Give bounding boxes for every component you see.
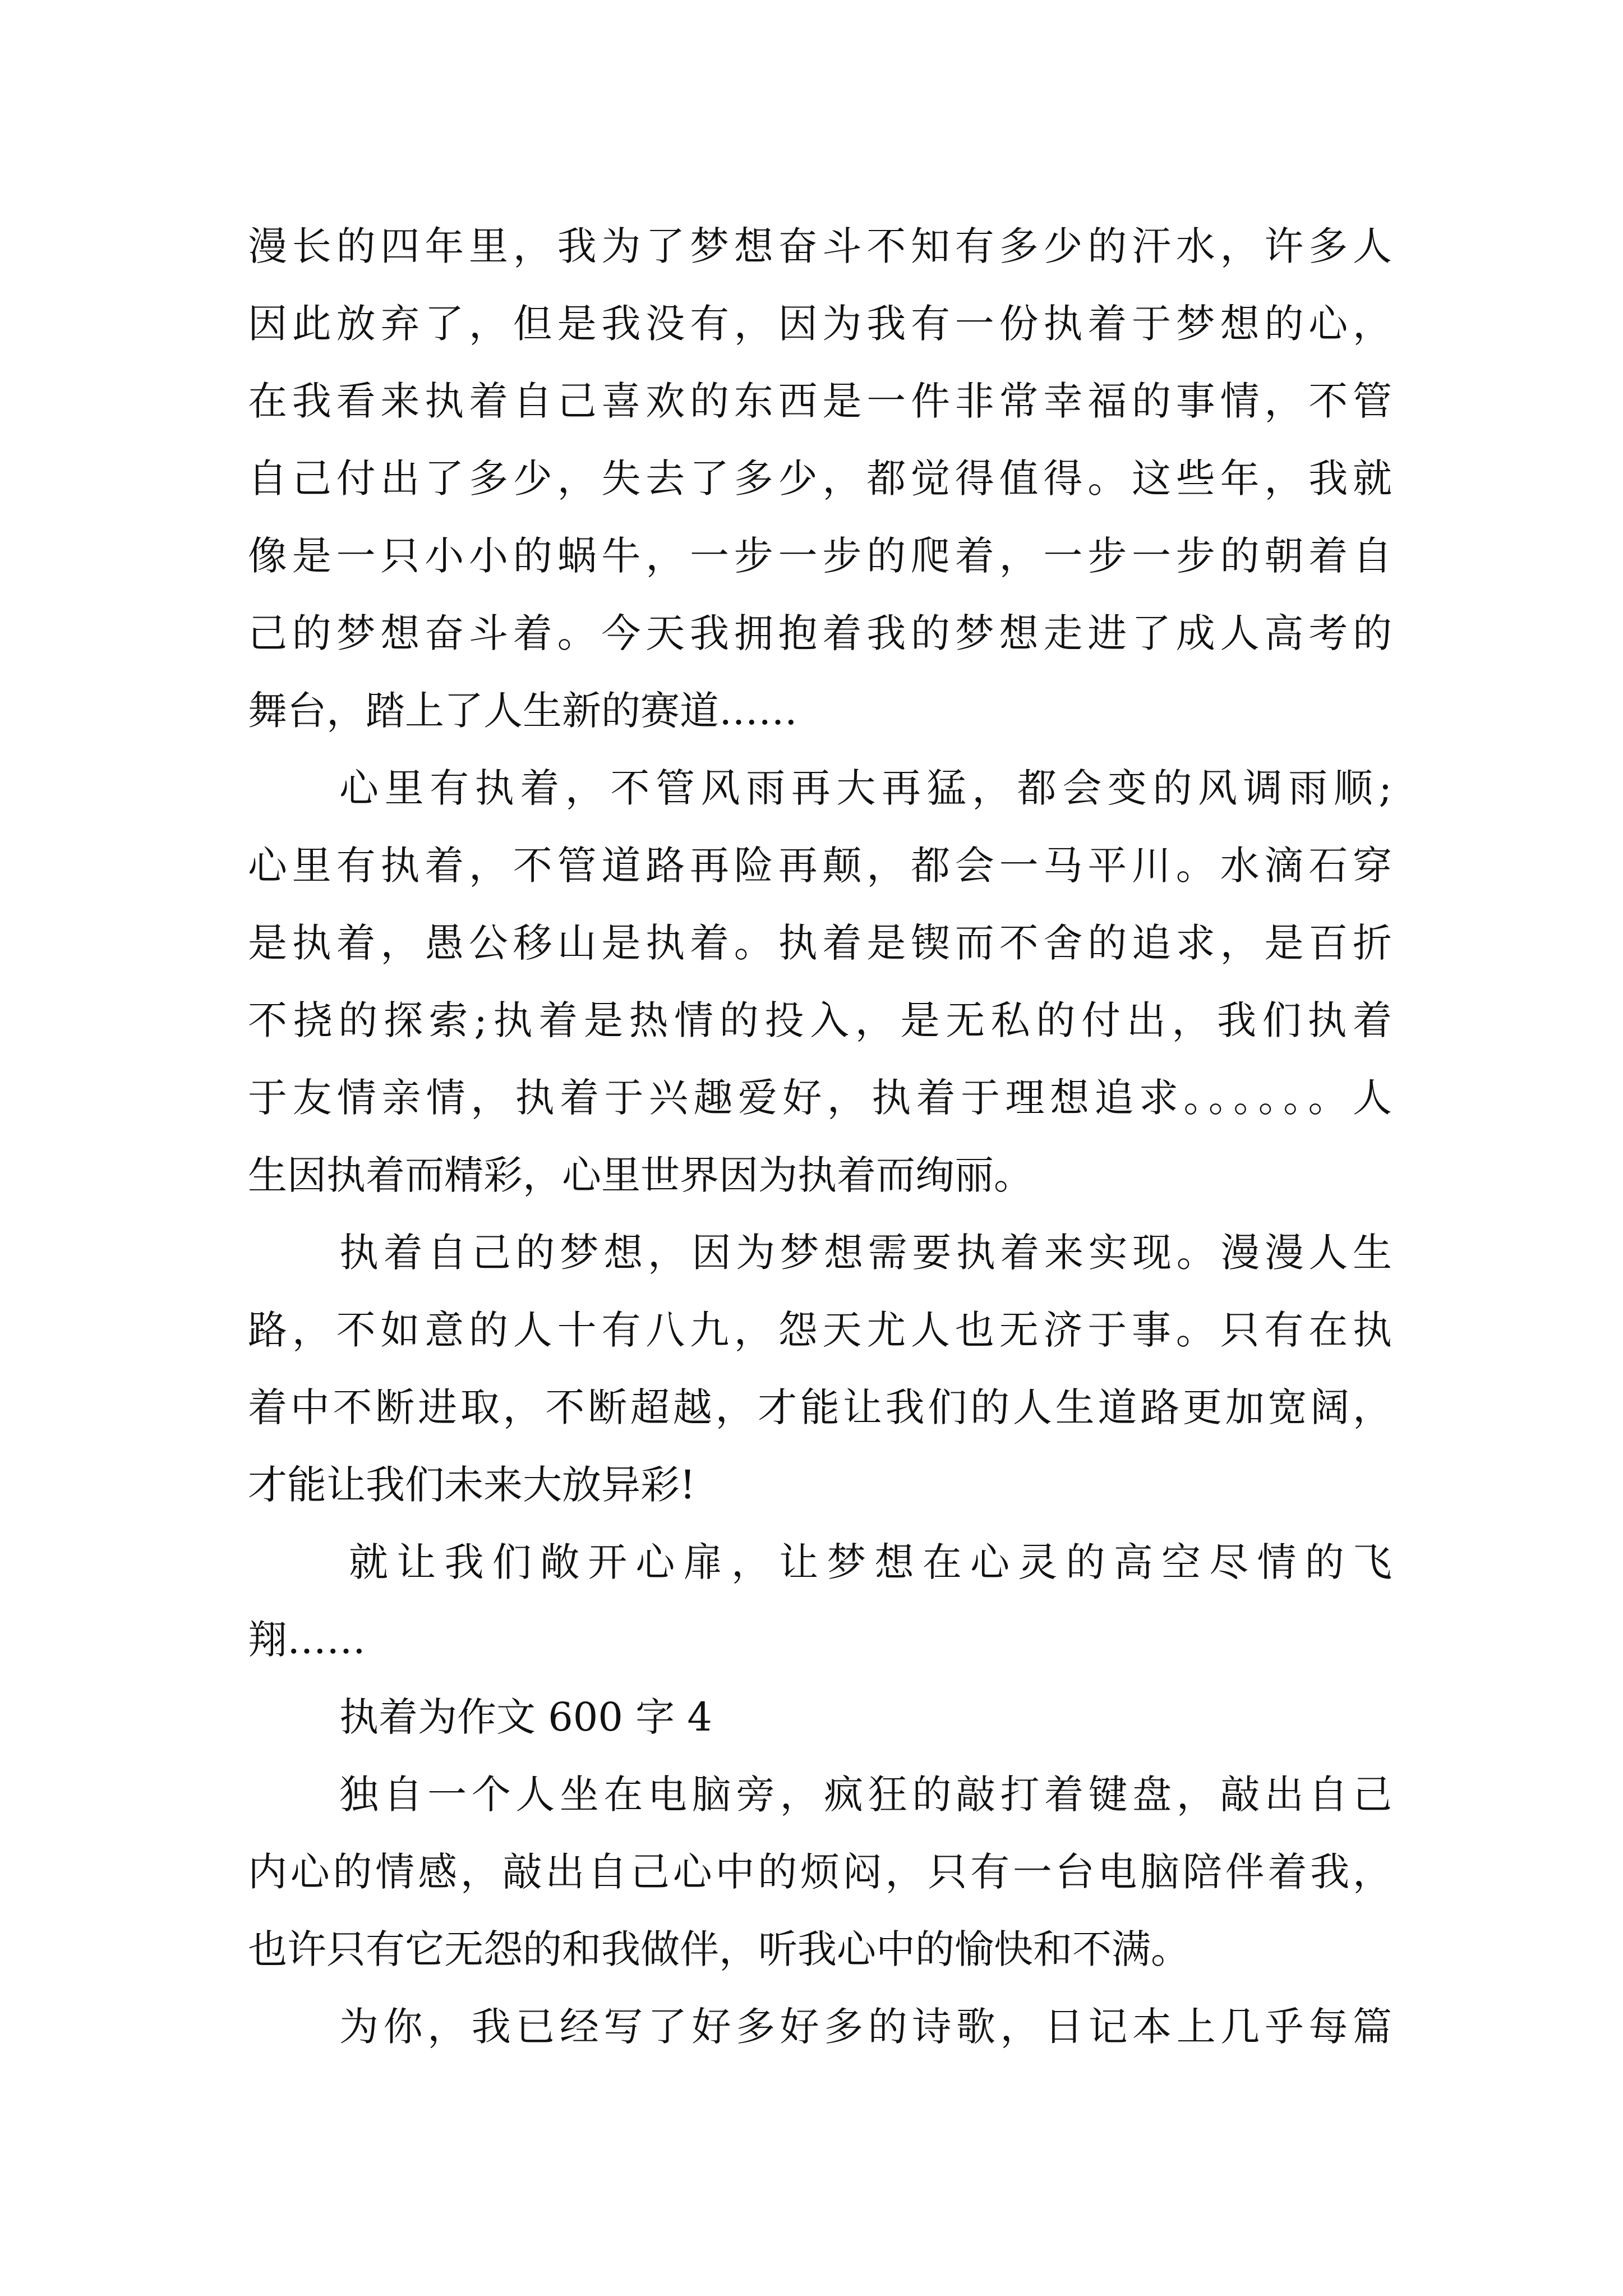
text-line: 不挠的探索;执着是热情的投入，是无私的付出，我们执着 xyxy=(248,997,1392,1043)
text-line: 路，不如意的人十有八九，怨天尤人也无济于事。只有在执 xyxy=(248,1307,1392,1353)
paragraph-first-line: 为你，我已经写了好多好多的诗歌，日记本上几乎每篇 xyxy=(339,2004,1392,2050)
section-heading: 执着为作文 600 字 4 xyxy=(339,1694,712,1740)
text-line: 舞台，踏上了人生新的赛道…… xyxy=(248,688,797,734)
text-line: 才能让我们未来大放异彩! xyxy=(248,1462,696,1508)
paragraph-first-line: 独自一个人坐在电脑旁，疯狂的敲打着键盘，敲出自己 xyxy=(339,1772,1392,1818)
paragraph-first-line: 心里有执着，不管风雨再大再猛，都会变的风调雨顺; xyxy=(339,765,1392,811)
text-line: 在我看来执着自己喜欢的东西是一件非常幸福的事情，不管 xyxy=(248,378,1392,424)
text-line: 是执着，愚公移山是执着。执着是锲而不舍的追求，是百折 xyxy=(248,920,1392,966)
text-line: 着中不断进取，不断超越，才能让我们的人生道路更加宽阔， xyxy=(248,1384,1392,1430)
text-line: 也许只有它无怨的和我做伴，听我心中的愉快和不满。 xyxy=(248,1926,1190,1972)
text-line: 像是一只小小的蜗牛，一步一步的爬着，一步一步的朝着自 xyxy=(248,533,1392,579)
text-line: 翔…… xyxy=(248,1617,366,1663)
text-line: 心里有执着，不管道路再险再颠，都会一马平川。水滴石穿 xyxy=(248,843,1392,889)
body-text xyxy=(248,208,1392,2065)
text-line: 于友情亲情，执着于兴趣爱好，执着于理想追求。。。。。。人 xyxy=(248,1075,1392,1121)
paragraph-first-line: 就让我们敞开心扉，让梦想在心灵的高空尽情的飞 xyxy=(349,1539,1392,1585)
text-line: 漫长的四年里，我为了梦想奋斗不知有多少的汗水，许多人 xyxy=(248,223,1392,269)
paragraph-first-line: 执着自己的梦想，因为梦想需要执着来实现。漫漫人生 xyxy=(339,1230,1392,1276)
text-line: 因此放弃了，但是我没有，因为我有一份执着于梦想的心， xyxy=(248,301,1392,347)
text-line: 自己付出了多少，失去了多少，都觉得值得。这些年，我就 xyxy=(248,455,1392,501)
text-line: 内心的情感，敲出自己心中的烦闷，只有一台电脑陪伴着我， xyxy=(248,1849,1392,1895)
text-line: 己的梦想奋斗着。今天我拥抱着我的梦想走进了成人高考的 xyxy=(248,610,1392,656)
text-line: 生因执着而精彩，心里世界因为执着而绚丽。 xyxy=(248,1152,1033,1198)
